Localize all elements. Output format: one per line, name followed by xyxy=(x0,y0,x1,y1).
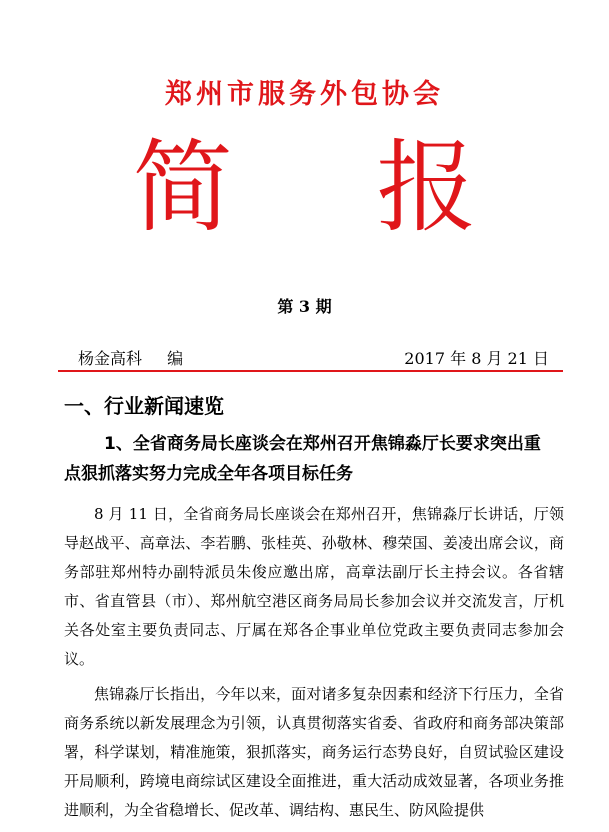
article-paragraph-1: 8 月 11 日，全省商务局长座谈会在郑州召开，焦锦淼厅长讲话，厅领导赵战平、高章法、李若鹏、张桂英、孙敬林、穆荣国、姜凌出席会议，商务部驻郑州特办副特派员朱俊应邀出席，高章法副厅长主持会议。各省辖市、省直管县（市）、郑州航空港区商务局局长参加会议并交流发言，厅机关各处室主要负责同志、厅属在郑各企事业单位党政主要负责同志参加会议。 xyxy=(64,505,564,668)
organization-name: 郑州市服务外包协会 xyxy=(165,79,444,110)
article-paragraph-2: 焦锦淼厅长指出，今年以来，面对诸多复杂因素和经济下行压力，全省商务系统以新发展理念为引领，认真贯彻落实省委、省政府和商务部决策部署，科学谋划，精准施策，狠抓落实，商务运行态势良好，自贸试验区建设开局顺利，跨境电商综试区建设全面推进，重大活动成效显著，各项业务推进顺利，为全省稳增长、促改革、调结构、惠民生、防风险提供 xyxy=(64,685,564,819)
bulletin-title: 简 报 xyxy=(132,129,533,246)
publish-date: 2017 年 8 月 21 日 xyxy=(404,349,549,368)
issue-number: 第 3 期 xyxy=(277,297,332,316)
editor-line xyxy=(78,346,183,369)
editor-name: 杨金高科 xyxy=(78,349,143,368)
red-divider-line xyxy=(58,370,563,372)
article-title: 1、全省商务局长座谈会在郑州召开焦锦淼厅长要求突出重点狠抓落实努力完成全年各项目标任务 xyxy=(64,434,541,484)
section-heading: 一、行业新闻速览 xyxy=(64,394,224,418)
editor-role: 编 xyxy=(167,349,184,368)
